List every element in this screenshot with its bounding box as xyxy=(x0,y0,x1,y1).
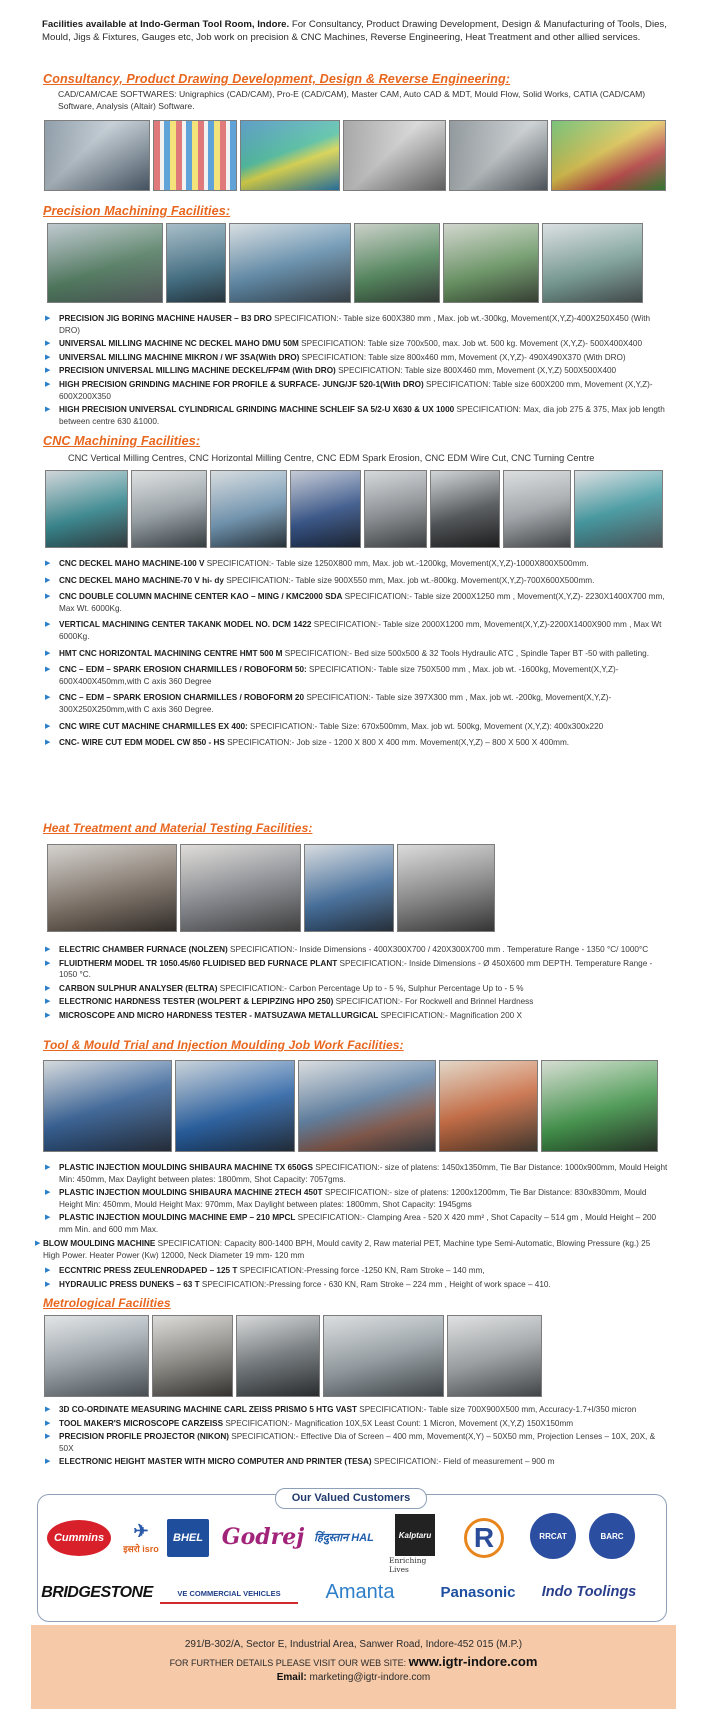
logo-hal: हिंदुस्तान HAL xyxy=(314,1531,374,1544)
photo-cad-drawing xyxy=(153,120,237,191)
photo-mould-design xyxy=(240,120,340,191)
bullet-icon: ▶ xyxy=(45,666,51,674)
list-item: ▶ PLASTIC INJECTION MOULDING SHIBAURA MACHINE TX 650GS SPECIFICATION:- size of platens: 1450x1350mm, Tie Bar Distance: 1000x900mm, Mould Height Min: 450mm, Max Daylight between plates: 1800mm, Shot Capacity: 7057gms. xyxy=(45,1163,668,1184)
photo-hardness-tester xyxy=(397,844,495,932)
bullet-icon: ▶ xyxy=(35,1240,41,1247)
footer-address: 291/B-302/A, Sector E, Industrial Area, Sanwer Road, Indore-452 015 (M.P.) xyxy=(184,1639,523,1650)
photo-tool-parts xyxy=(449,120,548,191)
list-item: ▶ PRECISION UNIVERSAL MILLING MACHINE DECKEL/FP4M (With DRO) SPECIFICATION: Table size 800X460 mm, Movement (X,Y,Z) 500X500X400 xyxy=(45,366,617,376)
mould-title: Tool & Mould Trial and Injection Moulding Job Work Facilities: xyxy=(43,1038,404,1052)
photo-shibaura-2tech xyxy=(175,1060,295,1152)
mould-photos xyxy=(43,1060,667,1152)
logo-panasonic: Panasonic xyxy=(440,1583,516,1601)
email-link[interactable]: marketing@igtr-indore.com xyxy=(309,1672,431,1683)
bullet-icon: ▶ xyxy=(45,1458,51,1466)
bullet-icon: ▶ xyxy=(45,998,51,1006)
logo-isro: ✈ इसरो isro xyxy=(123,1521,159,1554)
tagline: Enriching Lives xyxy=(389,1556,427,1574)
bullet-icon: ▶ xyxy=(45,593,51,601)
list-item: ▶ CNC – EDM – SPARK EROSION CHARMILLES / ROBOFORM 50: SPECIFICATION:- Table size 750X500 mm , Max. job wt. -1600kg, Movement(X,Y,Z)- 600X400X450mm,with C axis 360 Degree xyxy=(45,665,619,686)
logo-rrcat: RRCAT xyxy=(530,1513,576,1559)
photo-die-component xyxy=(343,120,446,191)
list-item: ▶ 3D CO-ORDINATE MEASURING MACHINE CARL ZEISS PRISMO 5 HTG VAST SPECIFICATION:- Table size 700X900X500 mm, Accuracy-1.7+l/350 micron xyxy=(45,1405,637,1414)
list-item: ▶ UNIVERSAL MILLING MACHINE MIKRON / WF 3SA(With DRO) SPECIFICATION: Table size 800x460 mm, Movement (X,Y,Z)- 490X490X370 (With DRO) xyxy=(45,352,626,362)
photo-cmm xyxy=(44,1315,149,1397)
list-item: ▶ PLASTIC INJECTION MOULDING MACHINE EMP – 210 MPCL SPECIFICATION:- Clamping Area - 520 X 420 mm² , Shot Capacity – 514 gm , Mould Height – 200 mm Min. and 600 mm Max. xyxy=(45,1213,657,1234)
list-item: ▶ ELECTRIC CHAMBER FURNACE (NOLZEN) SPECIFICATION:- Inside Dimensions - 400X300X700 / 420X300X700 mm . Temperature Range - 1350 °C/ 1000°C xyxy=(45,945,649,954)
list-item: ▶ CNC DOUBLE COLUMN MACHINE CENTER KAO – MING / KMC2000 SDA SPECIFICATION:- Table size 2000X1250 mm , Movement(X,Y,Z)- 2230X1400X700 mm, Max Wt. 6000Kg. xyxy=(45,592,665,613)
photo-hardness-metro xyxy=(447,1315,542,1397)
rocket-icon: ✈ xyxy=(133,1521,149,1541)
photo-takank xyxy=(290,470,361,548)
list-item: ▶ PLASTIC INJECTION MOULDING SHIBAURA MACHINE 2TECH 450T SPECIFICATION:- size of platens: 1200x1200mm, Tie Bar Distance: 830x830mm, Mould Height Min: 450mm, Mould Height Max: 970mm, Max Daylight between plates: 1800mm, Shot Capacity: 1945gms xyxy=(45,1188,647,1209)
photo-height-master xyxy=(323,1315,444,1397)
precision-photos xyxy=(47,223,664,303)
photo-fluidised-bed xyxy=(180,844,301,932)
list-item: ▶ CNC DECKEL MAHO MACHINE-100 V SPECIFICATION:- Table size 1250X800 mm, Max. job wt.-1200kg, Movement(X,Y,Z)-1000X800X500mm. xyxy=(45,559,589,568)
photo-kao-ming xyxy=(210,470,287,548)
website-link[interactable]: www.igtr-indore.com xyxy=(408,1654,538,1669)
photo-hmt xyxy=(364,470,427,548)
list-item: ▶ HIGH PRECISION GRINDING MACHINE FOR PROFILE & SURFACE- JUNG/JF 520-1(With DRO) SPECIFICATION: Table size 600X200 mm, Movement (X,Y,Z)- 600X200X350 xyxy=(45,379,653,401)
list-item: ▶ ECCNTRIC PRESS ZEULENRODAPED – 125 T SPECIFICATION:-Pressing force -1250 KN, Ram Stroke – 140 mm, xyxy=(45,1266,485,1275)
bullet-icon: ▶ xyxy=(45,1267,51,1274)
logo-godrej: Godrej xyxy=(221,1524,305,1550)
logo-bridgestone: BRIDGESTONE xyxy=(41,1584,153,1601)
photo-3d-model xyxy=(551,120,666,191)
photo-furnace xyxy=(47,844,177,932)
heat-photos xyxy=(47,844,495,932)
bullet-icon: ▶ xyxy=(45,576,51,584)
bullet-icon: ▶ xyxy=(45,694,51,702)
blow-moulding-list xyxy=(35,1238,668,1263)
bullet-icon: ▶ xyxy=(45,315,51,322)
bullet-icon: ▶ xyxy=(45,353,51,361)
bullet-icon: ▶ xyxy=(45,560,51,567)
list-item: ▶ HYDRAULIC PRESS DUNEKS – 63 T SPECIFICATION:-Pressing force - 630 KN, Ram Stroke – 224 mm , Height of work space – 410. xyxy=(45,1279,551,1289)
logo-barc: BARC xyxy=(589,1513,635,1559)
list-item: ▶ ELECTRONIC HARDNESS TESTER (WOLPERT & LEPIPZING HPO 250) SPECIFICATION:- For Rockwell and Brinnel Hardness xyxy=(45,997,534,1007)
consultancy-title: Consultancy, Product Drawing Development, Design & Reverse Engineering: xyxy=(43,72,511,86)
bullet-icon: ▶ xyxy=(45,946,51,953)
bullet-icon: ▶ xyxy=(45,959,51,967)
photo-blow-moulding xyxy=(439,1060,538,1152)
bullet-icon: ▶ xyxy=(45,1189,51,1197)
metro-photos xyxy=(44,1315,544,1397)
bullet-icon: ▶ xyxy=(45,1280,51,1288)
list-item: ▶ BLOW MOULDING MACHINE SPECIFICATION: Capacity 800-1400 BPH, Mould cavity 2, Raw material PET, Machine type Semi-Automatic, Blowing Pressure (kg.) 25 High Power. Heater Power (Kw) 12000, Neck Diameter 19 mm- 120 mm xyxy=(35,1239,651,1260)
bullet-icon: ▶ xyxy=(45,380,51,388)
photo-edm-50 xyxy=(430,470,500,548)
metro-title: Metrological Facilities xyxy=(43,1296,171,1310)
photo-grinding xyxy=(443,223,539,303)
photo-press xyxy=(541,1060,658,1152)
bullet-icon: ▶ xyxy=(45,406,51,414)
intro-paragraph xyxy=(42,18,667,44)
bullet-icon: ▶ xyxy=(45,1011,51,1019)
bullet-icon: ▶ xyxy=(45,340,51,348)
press-list xyxy=(43,1265,668,1292)
logo-indo-toolings: Indo Toolings xyxy=(541,1584,637,1600)
cnc-photos xyxy=(45,470,663,548)
list-item: ▶ CNC- WIRE CUT EDM MODEL CW 850 - HS SPECIFICATION:- Job size - 1200 X 800 X 400 mm. Movement(X,Y,Z) – 800 X 500 X 400mm. xyxy=(45,738,570,748)
photo-shibaura-tx xyxy=(43,1060,172,1152)
photo-milling-dmu xyxy=(166,223,226,303)
heat-title: Heat Treatment and Material Testing Facilities: xyxy=(43,821,313,835)
cnc-list xyxy=(43,558,668,754)
intro-bold: Facilities available at Indo-German Tool Room, Indore. xyxy=(42,19,290,30)
bullet-icon: ▶ xyxy=(45,739,51,747)
photo-deckel-100v xyxy=(45,470,128,548)
intro-text: For Consultancy, Product Drawing Development, Design & Manufacturing of Tools, Dies, Mould, Jigs & Fixtures, Gauges etc, Job work on precision & CNC Machines, Reverse Engineering, Heat Treatment and other allied services. xyxy=(42,19,667,43)
photo-cad-lab xyxy=(44,120,150,191)
photo-edm-20 xyxy=(503,470,571,548)
bullet-icon: ▶ xyxy=(45,1419,51,1427)
cnc-subtitle: CNC Vertical Milling Centres, CNC Horizontal Milling Centre, CNC EDM Spark Erosion, CNC EDM Wire Cut, CNC Turning Centre xyxy=(68,453,595,463)
footer-web-line: FOR FURTHER DETAILS PLEASE VISIT OUR WEB SITE: www.igtr-indore.com xyxy=(169,1654,538,1669)
list-item: ▶ FLUIDTHERM MODEL TR 1050.45/60 FLUIDISED BED FURNACE PLANT SPECIFICATION:- Inside Dimensions - Ø 450X600 mm DEPTH. Temperature Range - 1050 °C. xyxy=(45,958,653,980)
footer-email-line: Email: marketing@igtr-indore.com xyxy=(276,1672,431,1683)
bullet-icon: ▶ xyxy=(45,1433,51,1441)
logo-amanta: Amanta xyxy=(325,1580,395,1603)
photo-microscope xyxy=(152,1315,233,1397)
logo-bhel: BHEL xyxy=(167,1519,209,1557)
list-item: ▶ HMT CNC HORIZONTAL MACHINING CENTRE HMT 500 M SPECIFICATION:- Bed size 500x500 & 32 Tools Hydraulic ATC , Spindle Taper BT -50 with palleting. xyxy=(45,648,649,658)
photo-deckel xyxy=(354,223,440,303)
logo-kalptaru: Kalptaru xyxy=(395,1514,435,1556)
list-item: ▶ CNC WIRE CUT MACHINE CHARMILLES EX 400: SPECIFICATION:- Table Size: 670x500mm, Max. job wt. 500kg, Movement (X,Y,Z): 400x300x220 xyxy=(45,721,604,731)
logo-r-sun: R xyxy=(459,1515,509,1561)
metro-list xyxy=(43,1404,668,1470)
bullet-icon: ▶ xyxy=(45,1214,51,1222)
bullet-icon: ▶ xyxy=(45,621,51,629)
photo-milling-mikron xyxy=(229,223,351,303)
customers-title: Our Valued Customers xyxy=(275,1488,427,1509)
list-item: ▶ HIGH PRECISION UNIVERSAL CYLINDRICAL GRINDING MACHINE SCHLEIF SA 5/2-U X630 & UX 1000 SPECIFICATION: Max, dia job 275 & 375, Max job length between centre 630 &1000. xyxy=(45,405,665,426)
photo-cylindrical-grinding xyxy=(542,223,643,303)
consultancy-text: CAD/CAM/CAE SOFTWARES: Unigraphics (CAD/CAM), Pro-E (CAD/CAM), Master CAM, Auto CAD & MDT, Mould Flow, Solid Works, CATIA (CAD/CAM) Software, Analysis (Altair) Software. xyxy=(58,89,646,111)
photo-analyser xyxy=(304,844,394,932)
bullet-icon: ▶ xyxy=(45,367,51,375)
photo-jig-boring xyxy=(47,223,163,303)
list-item: ▶ PRECISION JIG BORING MACHINE HAUSER – B3 DRO SPECIFICATION:- Table size 600X380 mm , Max. job wt.-300kg, Movement(X,Y,Z)-400X250X450 (With DRO) xyxy=(45,314,651,335)
logo-ve-commercial: VE COMMERCIAL VEHICLES xyxy=(160,1584,298,1604)
list-item: ▶ ELECTRONIC HEIGHT MASTER WITH MICRO COMPUTER AND PRINTER (TESA) SPECIFICATION:- Field of measurement – 900 m xyxy=(45,1457,555,1467)
list-item: ▶ CNC DECKEL MAHO MACHINE-70 V hi- dy SPECIFICATION:- Table size 900X550 mm, Max. job wt.-800kg. Movement(X,Y,Z)-700X600X500mm. xyxy=(45,575,595,585)
precision-title: Precision Machining Facilities: xyxy=(43,204,231,218)
list-item: ▶ TOOL MAKER'S MICROSCOPE CARZEISS SPECIFICATION:- Magnification 10X,5X Least Count: 1 Micron, Movement (X,Y,Z) 150X150mm xyxy=(45,1418,574,1428)
photo-profile-projector xyxy=(236,1315,320,1397)
footer xyxy=(31,1625,676,1709)
list-item: ▶ PRECISION PROFILE PROJECTOR (NIKON) SPECIFICATION:- Effective Dia of Screen – 400 mm, Movement(X,Y) – 50X50 mm, Projection Lenses – 10X, 20X, & 50X xyxy=(45,1432,656,1453)
list-item: ▶ CARBON SULPHUR ANALYSER (ELTRA) SPECIFICATION:- Carbon Percentage Up to - 5 %, Sulphur Percentage Up to - 5 % xyxy=(45,983,524,993)
precision-list xyxy=(43,313,668,429)
logo-cummins: Cummins xyxy=(47,1520,111,1556)
mould-list xyxy=(43,1162,668,1238)
bullet-icon: ▶ xyxy=(45,649,51,657)
bullet-icon: ▶ xyxy=(45,984,51,992)
list-item: ▶ VERTICAL MACHINING CENTER TAKANK MODEL NO. DCM 1422 SPECIFICATION:- Table size 2000X1200 mm, Movement(X,Y,Z)-2200X1400X900 mm , Max Wt 6000Kg. xyxy=(45,620,662,641)
photo-emp-210 xyxy=(298,1060,436,1152)
bullet-icon: ▶ xyxy=(45,1164,51,1171)
bullet-icon: ▶ xyxy=(45,1406,51,1413)
consultancy-photos xyxy=(44,120,666,191)
photo-wire-cut xyxy=(574,470,663,548)
list-item: ▶ UNIVERSAL MILLING MACHINE NC DECKEL MAHO DMU 50M SPECIFICATION: Table size 700x500, max. Job wt. 500 kg. Movement (X,Y,Z)- 500X400X400 xyxy=(45,339,642,349)
bullet-icon: ▶ xyxy=(45,722,51,730)
heat-list xyxy=(43,944,668,1024)
list-item: ▶ MICROSCOPE AND MICRO HARDNESS TESTER - MATSUZAWA METALLURGICAL SPECIFICATION:- Magnification 200 X xyxy=(45,1010,522,1020)
cnc-title: CNC Machining Facilities: xyxy=(43,434,201,448)
photo-deckel-70v xyxy=(131,470,207,548)
list-item: ▶ CNC – EDM – SPARK EROSION CHARMILLES / ROBOFORM 20 SPECIFICATION:- Table size 397X300 mm , Max. job wt. -200kg, Movement(X,Y,Z)- 300X250X250mm,with C axis 360 Degree. xyxy=(45,693,612,714)
